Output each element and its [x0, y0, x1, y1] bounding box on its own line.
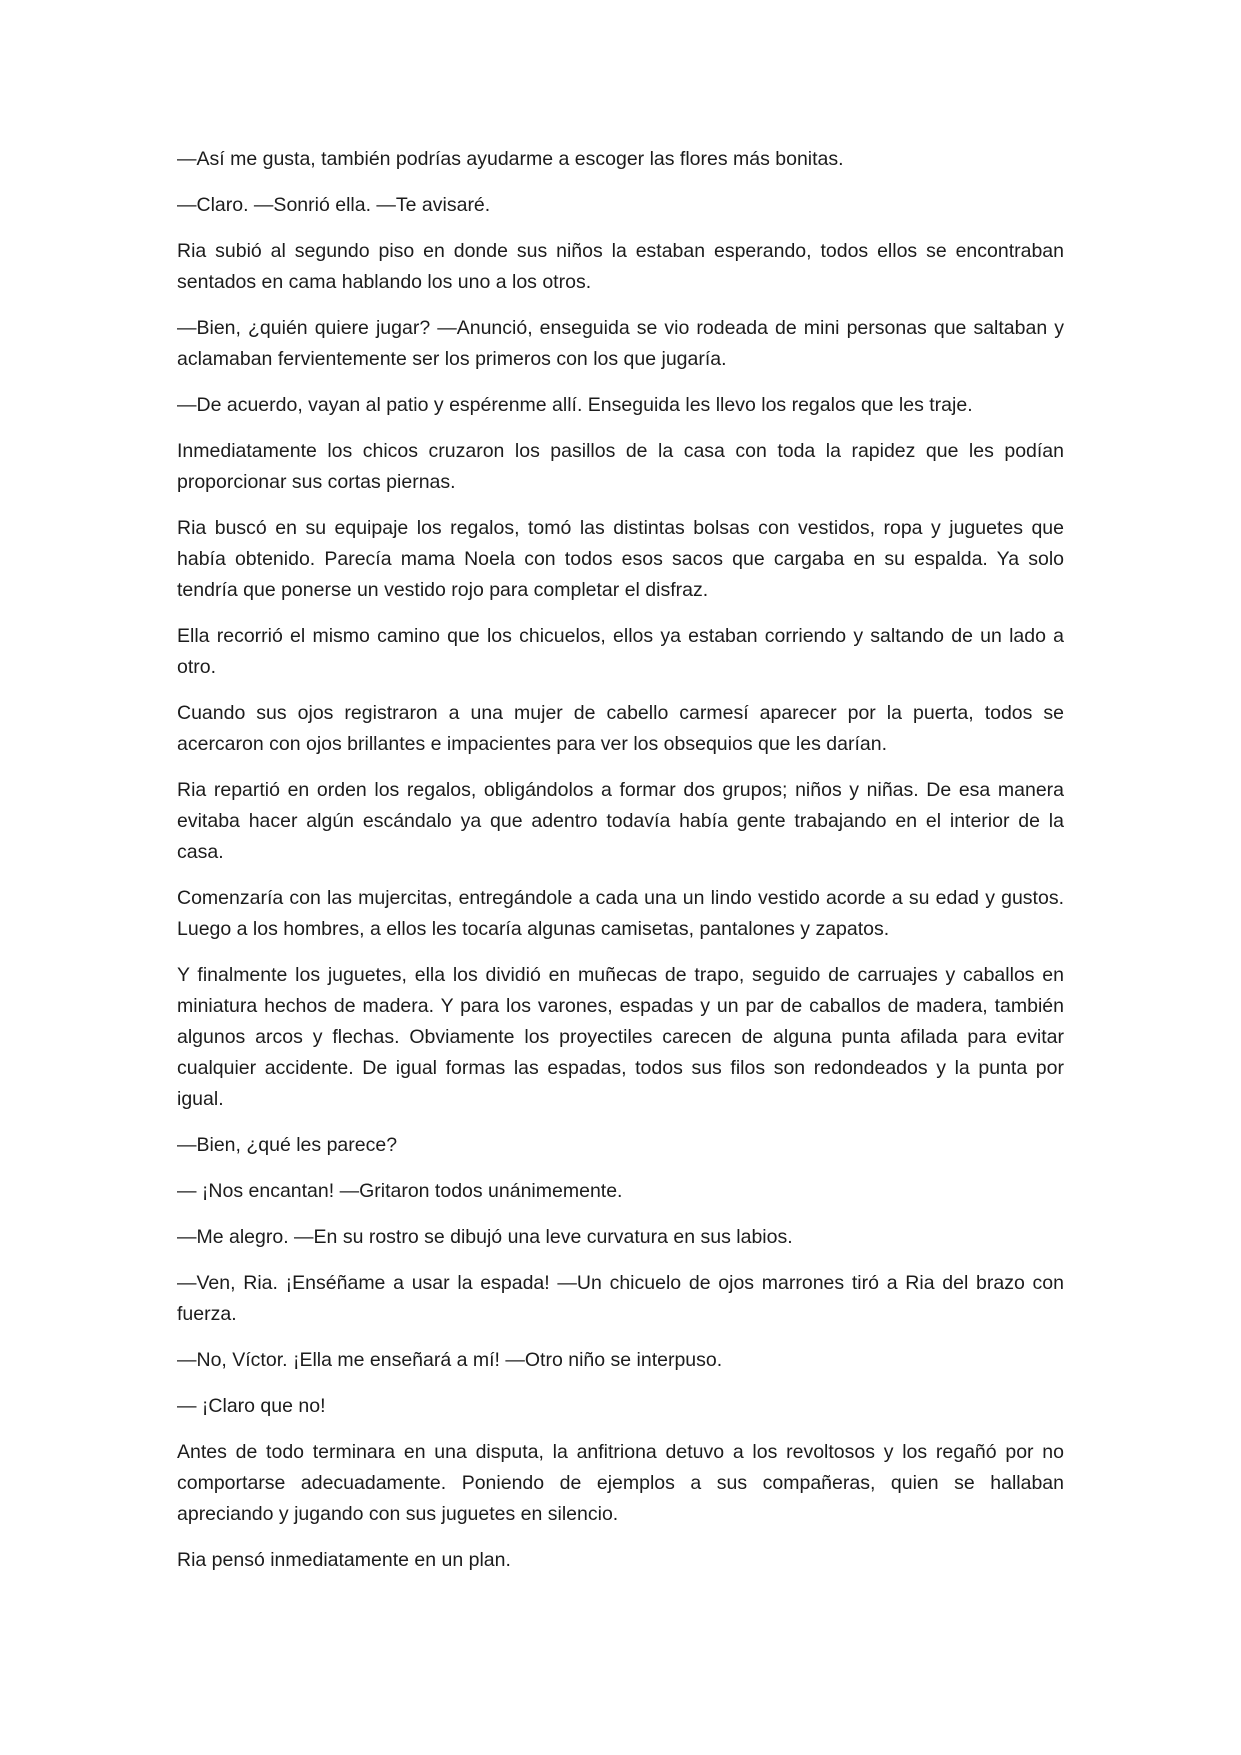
paragraph: —Me alegro. —En su rostro se dibujó una leve curvatura en sus labios.: [177, 1226, 793, 1248]
paragraph: Ria pensó inmediatamente en un plan.: [177, 1549, 511, 1571]
paragraph: Ria subió al segundo piso en donde sus niños la estaban esperando, todos ellos se encontraban sentados en cama hablando los uno a los otros.: [177, 240, 1064, 293]
paragraph: Y finalmente los juguetes, ella los dividió en muñecas de trapo, seguido de carruajes y caballos en miniatura hechos de madera. Y para los varones, espadas y un par de caballos de madera, también algunos arcos y flechas. Obviamente los proyectiles carecen de alguna punta afilada para evitar cualquier accidente. De igual formas las espadas, todos sus filos son redondeados y la punta por igual.: [177, 964, 1064, 1110]
paragraph: —Así me gusta, también podrías ayudarme a escoger las flores más bonitas.: [177, 148, 844, 170]
paragraph: Ria buscó en su equipaje los regalos, tomó las distintas bolsas con vestidos, ropa y juguetes que había obtenido. Parecía mama Noela con todos esos sacos que cargaba en su espalda. Ya solo tendría que ponerse un vestido rojo para completar el disfraz.: [177, 517, 1064, 601]
paragraph: —Bien, ¿quién quiere jugar? —Anunció, enseguida se vio rodeada de mini personas que saltaban y aclamaban fervientemente ser los primeros con los que jugaría.: [177, 317, 1064, 370]
paragraph: Antes de todo terminara en una disputa, la anfitriona detuvo a los revoltosos y los regañó por no comportarse adecuadamente. Poniendo de ejemplos a sus compañeras, quien se hallaban apreciando y jugando con sus juguetes en silencio.: [177, 1441, 1064, 1525]
paragraph: —Bien, ¿qué les parece?: [177, 1134, 398, 1156]
paragraph: —No, Víctor. ¡Ella me enseñará a mí! —Otro niño se interpuso.: [177, 1349, 723, 1371]
paragraph: — ¡Nos encantan! —Gritaron todos unánimemente.: [177, 1180, 623, 1202]
paragraph: Ella recorrió el mismo camino que los chicuelos, ellos ya estaban corriendo y saltando de un lado a otro.: [177, 625, 1064, 678]
document-body: [177, 144, 1064, 1591]
paragraph: —Claro. —Sonrió ella. —Te avisaré.: [177, 194, 491, 216]
paragraph: Inmediatamente los chicos cruzaron los pasillos de la casa con toda la rapidez que les podían proporcionar sus cortas piernas.: [177, 440, 1064, 493]
paragraph: Comenzaría con las mujercitas, entregándole a cada una un lindo vestido acorde a su edad y gustos. Luego a los hombres, a ellos les tocaría algunas camisetas, pantalones y zapatos.: [177, 887, 1064, 940]
paragraph: —Ven, Ria. ¡Enséñame a usar la espada! —Un chicuelo de ojos marrones tiró a Ria del brazo con fuerza.: [177, 1272, 1064, 1325]
paragraph: Cuando sus ojos registraron a una mujer de cabello carmesí aparecer por la puerta, todos se acercaron con ojos brillantes e impacientes para ver los obsequios que les darían.: [177, 702, 1064, 755]
paragraph: Ria repartió en orden los regalos, obligándolos a formar dos grupos; niños y niñas. De esa manera evitaba hacer algún escándalo ya que adentro todavía había gente trabajando en el interior de la casa.: [177, 779, 1064, 863]
paragraph: — ¡Claro que no!: [177, 1395, 326, 1417]
paragraph: —De acuerdo, vayan al patio y espérenme allí. Enseguida les llevo los regalos que les traje.: [177, 394, 973, 416]
